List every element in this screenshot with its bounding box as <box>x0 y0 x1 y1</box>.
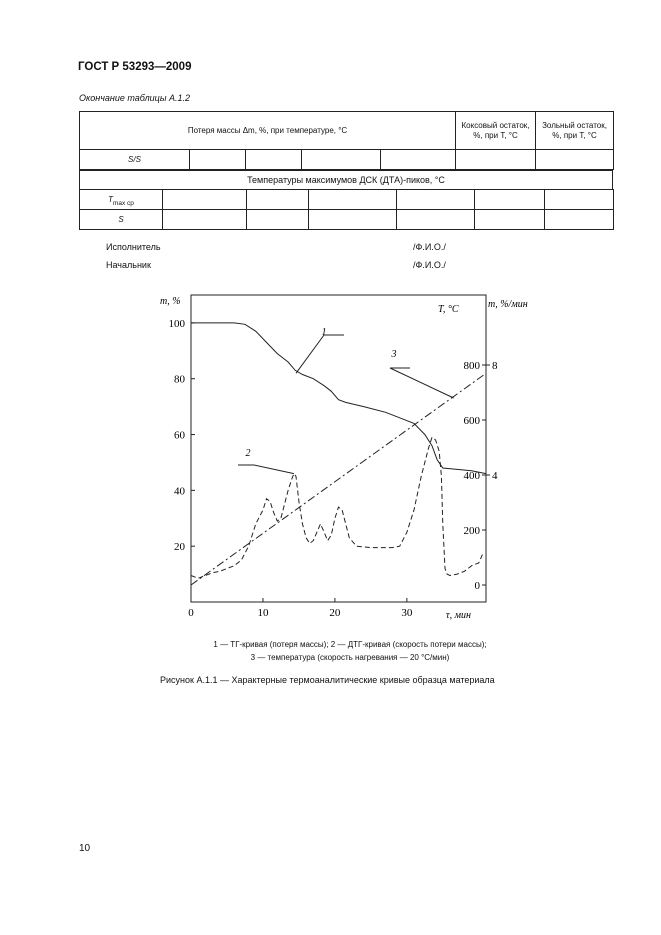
table-cell <box>397 210 475 230</box>
thermal-analysis-chart <box>150 287 570 637</box>
row-label-tmax <box>80 190 163 210</box>
results-table-top <box>79 111 614 170</box>
header-mass-loss: Потеря массы Δm, %, при температуре, °С <box>80 112 456 150</box>
table-cell <box>163 210 247 230</box>
temp-tick-label: 200 <box>463 525 480 537</box>
row-label-s: S <box>80 210 163 230</box>
x-tick-label: 20 <box>329 607 341 619</box>
left-tick-label: 60 <box>174 429 185 442</box>
curve-label-3: 3 <box>391 349 397 360</box>
series-layer <box>191 323 486 585</box>
table-cell <box>475 210 545 230</box>
executor-fio: /Ф.И.О./ <box>413 242 446 252</box>
peaks-table <box>79 189 614 230</box>
left-tick-label: 80 <box>174 373 185 386</box>
series-line-1 <box>191 323 486 474</box>
right-tick-label: 4 <box>492 470 498 482</box>
figure-legend <box>170 639 530 665</box>
temp-tick-label: 800 <box>463 360 480 372</box>
table-cell <box>545 190 614 210</box>
executor-label: Исполнитель <box>106 242 161 252</box>
left-tick-label: 20 <box>174 541 185 554</box>
table-cell <box>302 150 381 170</box>
document-header: ГОСТ Р 53293—2009 <box>78 61 192 73</box>
temp-tick-label: 600 <box>463 415 480 427</box>
series-line-2 <box>191 437 482 578</box>
table-cell <box>397 190 475 210</box>
left-axis-title: m, % <box>160 296 181 307</box>
temp-tick-label: 400 <box>463 470 480 482</box>
chief-label: Начальник <box>106 260 151 270</box>
axis-ticks <box>191 323 490 602</box>
tmax-subscript: max ср <box>112 199 134 207</box>
legend-dtg: 2 — ДТГ-кривая (скорость потери массы); <box>330 640 487 649</box>
table-cell <box>246 150 302 170</box>
table-cell <box>536 150 614 170</box>
left-tick-label: 40 <box>174 485 185 498</box>
table-cell <box>545 210 614 230</box>
legend-tg: 1 — ТГ-кривая (потеря массы); <box>213 640 329 649</box>
chief-fio: /Ф.И.О./ <box>413 260 446 270</box>
curve-label-2: 2 <box>245 448 251 459</box>
page-number: 10 <box>79 843 91 854</box>
plot-border <box>191 295 486 602</box>
left-tick-label: 100 <box>168 317 185 330</box>
peaks-title: Температуры максимумов ДСК (ДТА)-пиков, °С <box>80 171 613 190</box>
header-ash-residue: Зольный остаток, %, при Т, °С <box>536 112 614 150</box>
x-tick-label: 30 <box>401 607 413 619</box>
right-tick-label: 8 <box>492 360 498 372</box>
tmax-symbol: T <box>108 194 113 204</box>
table-cell <box>309 210 397 230</box>
header-coke-residue: Коксовый остаток, %, при Т, °С <box>456 112 536 150</box>
table-cell <box>163 190 247 210</box>
x-axis-title: τ, мин <box>446 610 471 621</box>
table-cell <box>309 190 397 210</box>
callout-arrow <box>296 335 324 373</box>
table-cell <box>456 150 536 170</box>
curve-label-1: 1 <box>321 327 327 338</box>
table-cell <box>247 190 309 210</box>
x-tick-label: 10 <box>257 607 269 619</box>
table-cell <box>247 210 309 230</box>
x-tick-label: 0 <box>188 607 194 619</box>
figure-caption: Рисунок А.1.1 — Характерные термоаналитические кривые образца материала <box>160 675 495 685</box>
callout-arrow <box>254 465 294 474</box>
table-cell <box>475 190 545 210</box>
temp-tick-label: 0 <box>474 580 480 592</box>
right-axis-title: m, %/мин <box>488 299 528 310</box>
table-caption: Окончание таблицы А.1.2 <box>79 93 190 103</box>
plot-frame <box>191 295 486 602</box>
temp-axis-title: T, °С <box>438 304 459 315</box>
peaks-title-table <box>79 170 613 190</box>
table-cell <box>190 150 246 170</box>
row-label-ss: S/S <box>80 150 190 170</box>
table-cell <box>381 150 456 170</box>
callout-arrow <box>390 368 454 398</box>
legend-temp: 3 — температура (скорость нагревания — 20 °С/мин) <box>250 652 450 662</box>
